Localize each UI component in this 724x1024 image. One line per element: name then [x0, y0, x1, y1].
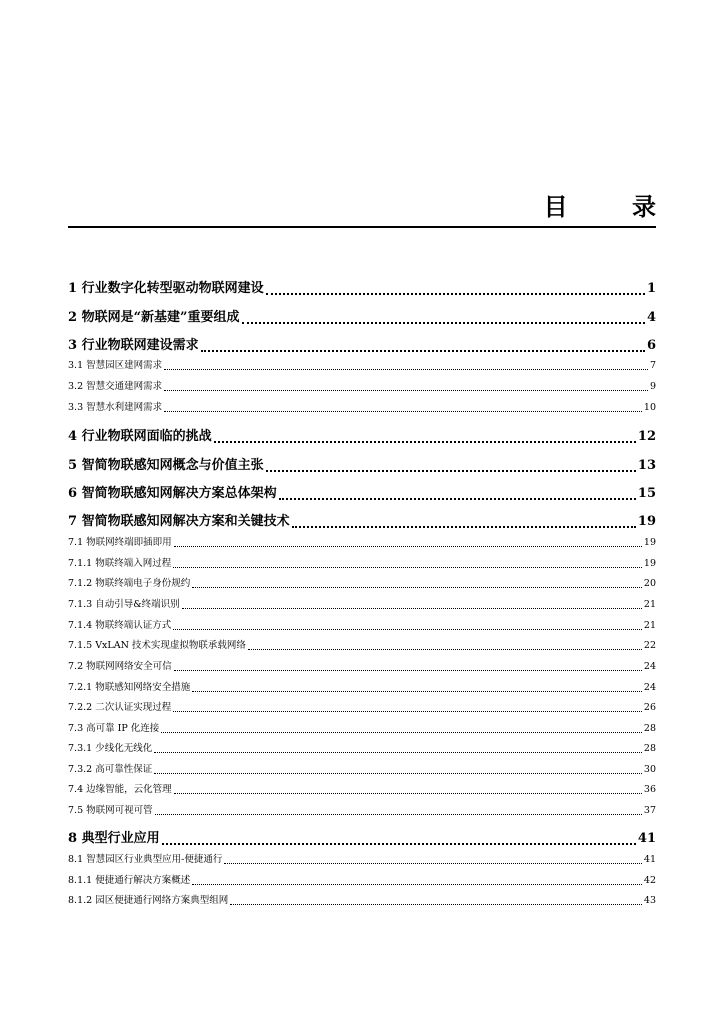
toc-entry-label: 7.2 物联网网络安全可信 — [68, 661, 172, 672]
toc-entry[interactable] — [68, 830, 656, 848]
toc-leader-dots — [164, 411, 642, 412]
toc-entry[interactable] — [68, 359, 656, 373]
toc-entry[interactable] — [68, 722, 656, 736]
page-title: 目 录 — [543, 193, 684, 221]
toc-entry[interactable] — [68, 557, 656, 571]
toc-entry[interactable] — [68, 457, 656, 475]
toc-entry[interactable] — [68, 894, 656, 908]
toc-entry-page: 15 — [637, 486, 656, 501]
toc-entry-page: 12 — [637, 429, 656, 444]
toc-leader-dots — [214, 441, 636, 443]
toc-entry[interactable] — [68, 577, 656, 591]
toc-entry-label: 7.3 高可靠 IP 化连接 — [68, 723, 160, 734]
toc-leader-dots — [292, 526, 636, 528]
toc-leader-dots — [192, 587, 642, 588]
toc-entry-page: 36 — [643, 784, 656, 795]
toc-entry-page: 13 — [637, 458, 656, 473]
toc-leader-dots — [192, 884, 642, 885]
toc-entry[interactable] — [68, 513, 656, 531]
toc-entry-label: 7.4 边缘智能，云化管理 — [68, 784, 172, 795]
toc-entry[interactable] — [68, 804, 656, 818]
toc-leader-dots — [266, 470, 636, 472]
toc-entry-page: 26 — [643, 702, 656, 713]
toc-entry-label: 8 典型行业应用 — [68, 831, 160, 846]
toc-entry-label: 3.2 智慧交通建网需求 — [68, 381, 163, 392]
toc-leader-dots — [242, 322, 645, 324]
toc-entry-label: 7.1.3 自动引导&终端识别 — [68, 599, 180, 610]
toc-entry-page: 37 — [643, 805, 656, 816]
toc-entry-label: 7.3.2 高可靠性保证 — [68, 764, 153, 775]
toc-entry-label: 7.5 物联网可视可管 — [68, 805, 153, 816]
toc-entry[interactable] — [68, 337, 656, 355]
toc-leader-dots — [154, 752, 642, 753]
toc-entry[interactable] — [68, 619, 656, 633]
toc-entry[interactable] — [68, 280, 656, 298]
toc-leader-dots — [155, 814, 642, 815]
toc-leader-dots — [174, 546, 642, 547]
toc-entry-page: 19 — [643, 558, 656, 569]
toc-entry-label: 7.1.2 物联终端电子身份规约 — [68, 578, 191, 589]
toc-entry-label: 3.1 智慧园区建网需求 — [68, 360, 163, 371]
toc-entry-label: 7 智简物联感知网解决方案和关键技术 — [68, 514, 290, 529]
toc-entry-page: 21 — [643, 599, 656, 610]
toc-entry-page: 19 — [637, 514, 656, 529]
toc-entry-page: 41 — [637, 831, 656, 846]
toc-leader-dots — [192, 691, 642, 692]
toc-entry[interactable] — [68, 783, 656, 797]
toc-entry-label: 7.1.4 物联终端认证方式 — [68, 620, 172, 631]
toc-entry-page: 10 — [643, 402, 656, 413]
toc-entry[interactable] — [68, 701, 656, 715]
toc-leader-dots — [162, 843, 636, 845]
toc-entry-page: 6 — [646, 338, 656, 353]
toc-entry-label: 7.2.2 二次认证实现过程 — [68, 702, 172, 713]
toc-entry-page: 19 — [643, 537, 656, 548]
toc-leader-dots — [224, 863, 642, 864]
toc-leader-dots — [174, 793, 642, 794]
toc-entry-label: 6 智简物联感知网解决方案总体架构 — [68, 486, 277, 501]
toc-entry-page: 41 — [643, 854, 656, 865]
toc-leader-dots — [230, 904, 642, 905]
toc-leader-dots — [164, 390, 648, 391]
toc-leader-dots — [248, 649, 642, 650]
toc-entry-page: 7 — [649, 360, 656, 371]
toc-entry[interactable] — [68, 380, 656, 394]
toc-leader-dots — [173, 711, 642, 712]
toc-entry-page: 24 — [643, 661, 656, 672]
toc-entry-label: 3.3 智慧水利建网需求 — [68, 402, 163, 413]
toc-entry[interactable] — [68, 598, 656, 612]
toc-entry[interactable] — [68, 853, 656, 867]
toc-leader-dots — [279, 498, 636, 500]
toc-entry[interactable] — [68, 874, 656, 888]
toc-leader-dots — [154, 773, 642, 774]
toc-entry-label: 5 智简物联感知网概念与价值主张 — [68, 458, 264, 473]
toc-entry[interactable] — [68, 428, 656, 446]
toc-entry-page: 24 — [643, 682, 656, 693]
toc-entry-label: 7.3.1 少线化无线化 — [68, 743, 153, 754]
toc-leader-dots — [164, 369, 648, 370]
toc-entry[interactable] — [68, 401, 656, 415]
toc-entry-page: 22 — [643, 640, 656, 651]
toc-entry-label: 7.1.5 VxLAN 技术实现虚拟物联承载网络 — [68, 640, 246, 651]
toc-entry-page: 30 — [643, 764, 656, 775]
toc-entry[interactable] — [68, 681, 656, 695]
toc-entry-page: 43 — [643, 895, 656, 906]
toc-entry-page: 9 — [649, 381, 656, 392]
toc-entry[interactable] — [68, 536, 656, 550]
toc-leader-dots — [173, 567, 642, 568]
toc-entry-page: 20 — [643, 578, 656, 589]
toc-entry-page: 28 — [643, 743, 656, 754]
toc-entry-page: 21 — [643, 620, 656, 631]
toc-entry[interactable] — [68, 309, 656, 327]
toc-entry[interactable] — [68, 763, 656, 777]
toc-entry[interactable] — [68, 742, 656, 756]
toc-entry-label: 4 行业物联网面临的挑战 — [68, 429, 212, 444]
toc-entry[interactable] — [68, 660, 656, 674]
toc-entry-label: 8.1.2 园区便捷通行网络方案典型组网 — [68, 895, 229, 906]
title-rule — [68, 226, 656, 228]
toc-entry-label: 7.2.1 物联感知网络安全措施 — [68, 682, 191, 693]
toc-entry-label: 8.1 智慧园区行业典型应用-便捷通行 — [68, 854, 223, 865]
toc-leader-dots — [173, 629, 642, 630]
toc-entry[interactable] — [68, 485, 656, 503]
toc-entry-page: 1 — [646, 281, 656, 296]
toc-entry-page: 42 — [643, 875, 656, 886]
toc-entry-label: 8.1.1 便捷通行解决方案概述 — [68, 875, 191, 886]
toc-entry-page: 28 — [643, 723, 656, 734]
toc-leader-dots — [174, 670, 642, 671]
toc-leader-dots — [161, 732, 642, 733]
toc-entry-label: 3 行业物联网建设需求 — [68, 338, 199, 353]
toc-entry-page: 4 — [646, 310, 656, 325]
toc-entry-label: 2 物联网是“新基建”重要组成 — [68, 310, 240, 325]
toc-entry[interactable] — [68, 639, 656, 653]
toc-leader-dots — [201, 350, 645, 352]
toc-leader-dots — [266, 293, 645, 295]
toc-entry-label: 1 行业数字化转型驱动物联网建设 — [68, 281, 264, 296]
toc-entry-label: 7.1 物联网终端即插即用 — [68, 537, 172, 548]
toc-leader-dots — [182, 608, 642, 609]
toc-entry-label: 7.1.1 物联终端入网过程 — [68, 558, 172, 569]
